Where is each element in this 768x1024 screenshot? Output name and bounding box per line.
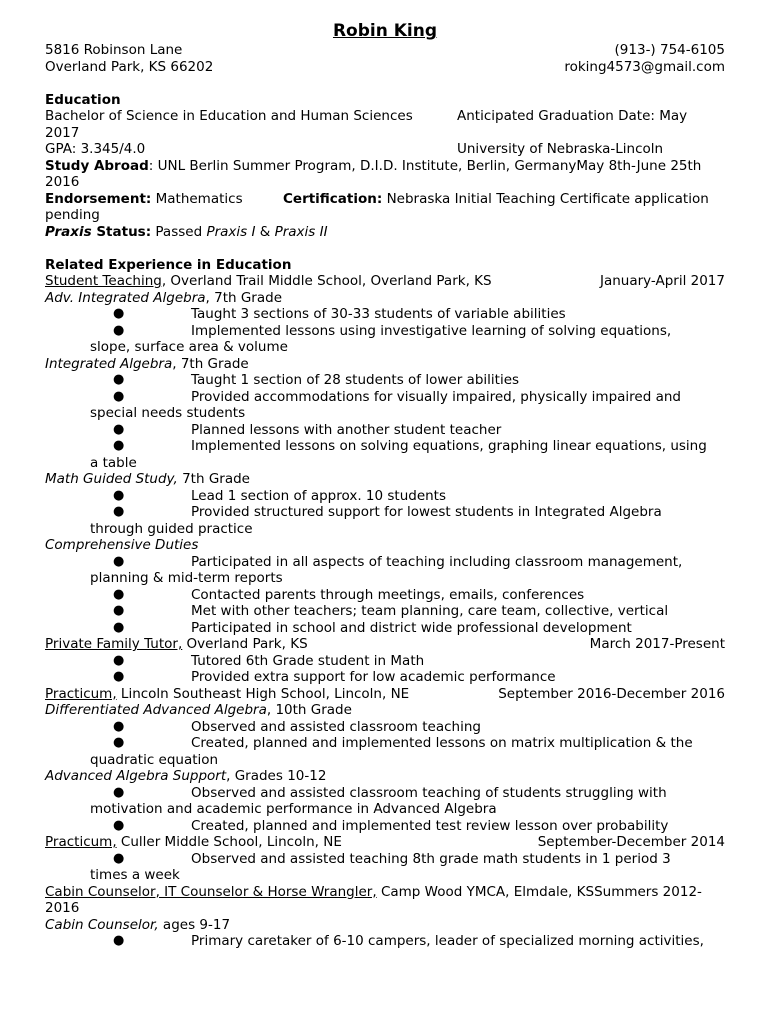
list-item-text: Provided extra support for low academic performance bbox=[191, 669, 556, 685]
course-grade: , 7th Grade bbox=[205, 289, 283, 306]
course-title bbox=[45, 356, 725, 373]
study-abroad-label: Study Abroad bbox=[45, 157, 149, 174]
praxis-passed: Passed bbox=[151, 223, 207, 240]
contact-line-1 bbox=[45, 42, 725, 59]
list-item-cont: times a week bbox=[90, 867, 180, 883]
degree-line bbox=[45, 108, 725, 125]
course-title bbox=[45, 702, 725, 719]
resume-page bbox=[45, 20, 725, 950]
course-title bbox=[45, 917, 725, 934]
list-item bbox=[45, 323, 725, 340]
bullet-icon: ● bbox=[113, 603, 125, 618]
list-item bbox=[45, 719, 725, 736]
job-year: 2016 bbox=[45, 900, 80, 916]
study-abroad-year: 2016 bbox=[45, 174, 80, 190]
job-date: September 2016-December 2016 bbox=[498, 685, 725, 702]
study-abroad bbox=[45, 158, 725, 175]
certification bbox=[283, 191, 709, 208]
job-title: Private Family Tutor, bbox=[45, 636, 183, 652]
endorsement-label: Endorsement: bbox=[45, 190, 152, 207]
bullet-icon: ● bbox=[113, 504, 125, 519]
address-street: 5816 Robinson Lane bbox=[45, 42, 183, 58]
list-item-text: Observed and assisted classroom teaching of students struggling with bbox=[191, 784, 667, 801]
study-abroad-text: : UNL Berlin Summer Program, D.I.D. Institute, Berlin, GermanyMay 8th-June 25th bbox=[148, 157, 702, 174]
list-item-text: Met with other teachers; team planning, care team, collective, vertical bbox=[191, 603, 669, 619]
job-place: Camp Wood YMCA, Elmdale, KSSummers 2012- bbox=[376, 883, 702, 900]
course-name: Advanced Algebra Support bbox=[45, 768, 227, 784]
praxis-1: Praxis I bbox=[206, 223, 256, 240]
course-name: Cabin Counselor, bbox=[45, 916, 159, 933]
bullet-icon: ● bbox=[113, 784, 125, 800]
course-name: Differentiated Advanced Algebra bbox=[45, 702, 267, 718]
bullet-icon: ● bbox=[113, 438, 125, 453]
list-item-text: Taught 3 sections of 30-33 students of variable abilities bbox=[191, 306, 566, 322]
list-item-text: Created, planned and implemented test review lesson over probability bbox=[191, 817, 669, 834]
list-item bbox=[45, 389, 725, 406]
course-title bbox=[45, 471, 725, 488]
list-item-text: Taught 1 section of 28 students of lower abilities bbox=[191, 372, 520, 388]
praxis-line bbox=[45, 224, 725, 241]
job-student-teaching bbox=[45, 273, 725, 290]
bullet-icon: ● bbox=[113, 553, 125, 569]
endorsement-line bbox=[45, 191, 725, 208]
list-item-text: Provided structured support for lowest students in Integrated Algebra bbox=[191, 504, 662, 520]
course-title bbox=[45, 768, 725, 785]
contact-line-2 bbox=[45, 59, 725, 76]
phone: (913-) 754-6105 bbox=[614, 42, 725, 58]
job-date: March 2017-Present bbox=[589, 636, 725, 652]
job-date: September-December 2014 bbox=[537, 834, 725, 850]
graduation-date: Anticipated Graduation Date: May bbox=[457, 108, 688, 124]
bullet-icon: ● bbox=[113, 586, 125, 602]
list-item bbox=[45, 851, 725, 868]
list-item bbox=[45, 603, 725, 620]
bullet-icon: ● bbox=[113, 850, 125, 866]
bullet-icon: ● bbox=[113, 817, 125, 833]
bullet-icon: ● bbox=[113, 735, 125, 750]
experience-heading: Related Experience in Education bbox=[45, 256, 292, 273]
address-city: Overland Park, KS 66202 bbox=[45, 58, 214, 75]
praxis-label: Praxis bbox=[45, 223, 92, 240]
certification-cont: pending bbox=[45, 207, 100, 223]
gpa: GPA: 3.345/4.0 bbox=[45, 141, 146, 157]
list-item-cont: a table bbox=[90, 454, 137, 471]
course-name: Integrated Algebra bbox=[45, 355, 173, 372]
list-item bbox=[45, 306, 725, 323]
course-grade: 7th Grade bbox=[177, 471, 250, 487]
list-item bbox=[45, 933, 725, 950]
list-item bbox=[45, 422, 725, 439]
degree: Bachelor of Science in Education and Human Sciences bbox=[45, 108, 413, 124]
list-item-text: Created, planned and implemented lessons on matrix multiplication & the bbox=[191, 735, 693, 751]
list-item-cont: slope, surface area & volume bbox=[90, 339, 288, 355]
job-title: Cabin Counselor, IT Counselor & Horse Wrangler, bbox=[45, 883, 377, 900]
list-item-text: Primary caretaker of 6-10 campers, leader of specialized morning activities, bbox=[191, 933, 704, 949]
bullet-icon: ● bbox=[113, 933, 125, 948]
list-item-text: Provided accommodations for visually impaired, physically impaired and bbox=[191, 388, 681, 405]
job-title: Practicum, bbox=[45, 685, 117, 702]
list-item bbox=[45, 587, 725, 604]
list-item-cont: planning & mid-term reports bbox=[90, 570, 283, 586]
course-title: Comprehensive Duties bbox=[45, 537, 199, 553]
job-place: Lincoln Southeast High School, Lincoln, NE bbox=[116, 685, 410, 702]
list-item bbox=[45, 735, 725, 752]
praxis-2: Praxis II bbox=[274, 223, 328, 240]
job-place: Overland Park, KS bbox=[182, 636, 308, 652]
bullet-icon: ● bbox=[113, 669, 125, 684]
job-place: Culler Middle School, Lincoln, NE bbox=[116, 834, 342, 850]
certification-label: Certification: bbox=[283, 190, 383, 207]
list-item-text: Implemented lessons using investigative learning of solving equations, bbox=[191, 322, 672, 339]
email: roking4573@gmail.com bbox=[564, 58, 725, 75]
bullet-icon: ● bbox=[113, 322, 125, 338]
list-item bbox=[45, 438, 725, 455]
course-title bbox=[45, 290, 725, 307]
job-private-tutor bbox=[45, 636, 725, 653]
bullet-icon: ● bbox=[113, 619, 125, 635]
education-heading: Education bbox=[45, 91, 121, 108]
list-item bbox=[45, 818, 725, 835]
course-grade: , Grades 10-12 bbox=[226, 768, 327, 784]
list-item bbox=[45, 669, 725, 686]
list-item-text: Participated in all aspects of teaching including classroom management, bbox=[191, 553, 683, 570]
job-camp-counselor bbox=[45, 884, 725, 901]
job-title: Practicum, bbox=[45, 834, 117, 850]
list-item bbox=[45, 504, 725, 521]
list-item-text: Observed and assisted classroom teaching bbox=[191, 718, 481, 735]
list-item bbox=[45, 554, 725, 571]
job-place: , Overland Trail Middle School, Overland Park, KS bbox=[161, 273, 492, 289]
bullet-icon: ● bbox=[113, 487, 125, 503]
list-item bbox=[45, 653, 725, 670]
course-grade: ages 9-17 bbox=[158, 916, 231, 933]
list-item-text: Planned lessons with another student teacher bbox=[191, 421, 502, 438]
course-grade: , 7th Grade bbox=[172, 355, 249, 372]
job-title: Student Teaching bbox=[45, 273, 162, 289]
bullet-icon: ● bbox=[113, 388, 125, 404]
certification-value: Nebraska Initial Teaching Certificate application bbox=[382, 190, 709, 207]
list-item bbox=[45, 620, 725, 637]
graduation-year: 2017 bbox=[45, 124, 80, 141]
course-name: Math Guided Study, bbox=[45, 471, 178, 487]
list-item bbox=[45, 785, 725, 802]
list-item-cont: through guided practice bbox=[90, 520, 253, 537]
list-item-cont: quadratic equation bbox=[90, 751, 219, 768]
job-practicum-southeast bbox=[45, 686, 725, 703]
course-grade: , 10th Grade bbox=[266, 702, 352, 718]
resume-name: Robin King bbox=[332, 21, 438, 41]
bullet-icon: ● bbox=[113, 652, 125, 668]
list-item bbox=[45, 372, 725, 389]
bullet-icon: ● bbox=[113, 718, 125, 734]
course-name: Adv. Integrated Algebra bbox=[45, 289, 206, 306]
bullet-icon: ● bbox=[113, 372, 125, 387]
praxis-status-label: Status: bbox=[91, 223, 152, 240]
list-item-text: Contacted parents through meetings, emails, conferences bbox=[191, 586, 585, 603]
praxis-and: & bbox=[255, 223, 275, 240]
university: University of Nebraska-Lincoln bbox=[457, 141, 664, 157]
endorsement-value: Mathematics bbox=[151, 190, 243, 207]
bullet-icon: ● bbox=[113, 306, 125, 321]
list-item-text: Observed and assisted teaching 8th grade math students in 1 period 3 bbox=[191, 850, 671, 867]
bullet-icon: ● bbox=[113, 421, 125, 437]
list-item-text: Lead 1 section of approx. 10 students bbox=[191, 487, 447, 504]
job-date: January-April 2017 bbox=[599, 273, 725, 289]
list-item-cont: special needs students bbox=[90, 405, 246, 421]
list-item-text: Tutored 6th Grade student in Math bbox=[191, 652, 425, 669]
list-item-text: Implemented lessons on solving equations, graphing linear equations, using bbox=[191, 438, 707, 454]
list-item bbox=[45, 488, 725, 505]
list-item-text: Participated in school and district wide professional development bbox=[191, 619, 632, 636]
gpa-line bbox=[45, 141, 725, 158]
job-practicum-culler bbox=[45, 834, 725, 851]
list-item-cont: motivation and academic performance in Advanced Algebra bbox=[90, 801, 497, 817]
